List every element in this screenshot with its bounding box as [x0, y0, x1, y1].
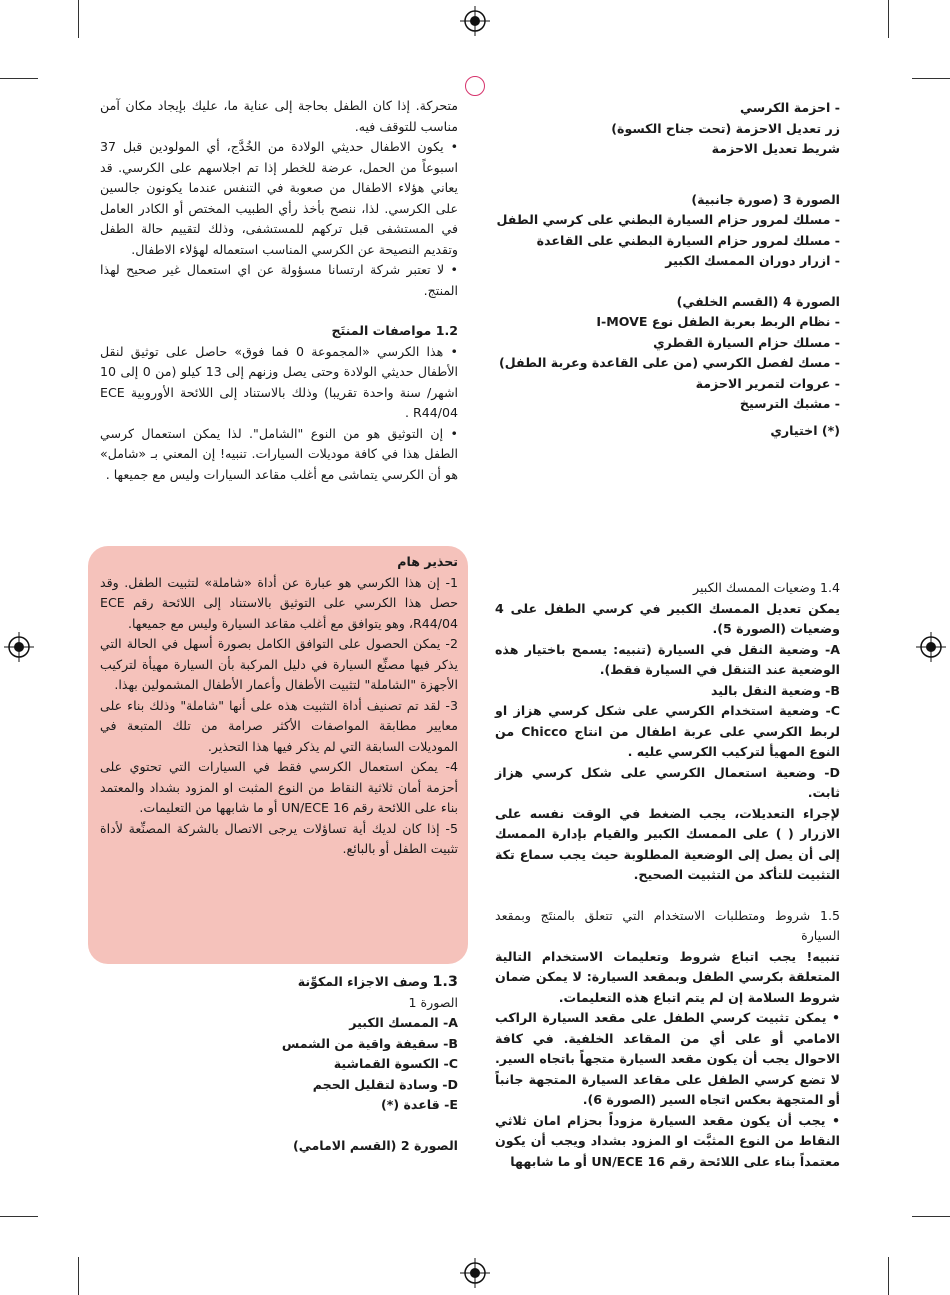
trim-mark — [0, 78, 38, 79]
registration-mark-right — [916, 632, 946, 662]
section-1-4-outro: لإجراء التعديلات، يجب الضغط في الوقت نفسه على الازرار ( ) على الممسك الكبير والقيام بإدارة الممسك إلى أن يصل إلى الوضعية المطلوبة حيث يجب سماع تكة التثبيت للتأكد من التثبيت الصحيح. — [495, 805, 840, 882]
section-1-4-item: C- وضعية استخدام الكرسي على شكل كرسي هزاز او لربط الكرسي على عربة اطفال من انتاج Chicco من النوع المهيأ لتركيب الكرسي عليه . — [495, 703, 841, 759]
trim-mark — [888, 1257, 889, 1295]
figure-3-item: - مسلك لمرور حزام السيارة البطني على كرسي الطفل — [496, 212, 840, 227]
figure-4-item: - مسك لفصل الكرسي (من على القاعدة وعربة الطفل) — [499, 355, 840, 370]
registration-mark-bottom — [460, 1258, 490, 1288]
figure-3-item: - ازرار دوران الممسك الكبير — [665, 253, 840, 268]
section-1-5-bullet: • يمكن تثبيت كرسي الطفل على مقعد السيارة الراكب الامامي أو على أي من المقاعد الخلفية. في كافة الاحوال يجب أن يكون مقعد السيارة متجهاً باتجاه السير. لا تضع كرسي الطفل على مقاعد السيارة المتجهة جانباً أو المتجهة بعكس اتجاه السير (الصورة 6). — [495, 1010, 840, 1107]
magenta-circle-mark — [465, 76, 485, 96]
figure-1-item: D- وسادة لتقليل الحجم — [312, 1076, 458, 1092]
section-1-4-item: B- وضعية النقل باليد — [711, 682, 840, 698]
warning-item: 2- يمكن الحصول على التوافق الكامل بصورة أسهل في الحالة التي يذكر فيها مصنِّع السيارة في دليل المركبة بأن السيارة مهيأة لتركيب الأجهزة "الشاملة" لتثبيت الأطفال وأعمار الأطفال المشمولين بهذا. — [100, 636, 458, 692]
section-1-4-item: A- وضعية النقل في السيارة (تنبيه: يسمح باختيار هذه الوضعية عند التنقل في السيارة فقط). — [495, 641, 840, 677]
figure-1-item: E- قاعدة (*) — [381, 1097, 458, 1112]
figure-4-item: - مسلك حزام السيارة القطري — [653, 334, 840, 350]
warning-item: 1- إن هذا الكرسي هو عبارة عن أداة «شاملة» لتثبيت الطفل. وقد حصل هذا الكرسي على التوثيق بالاستناد إلى اللائحة رقم ECE R44/04، وهو يتوافق مع أغلب مقاعد السيارة وليس مع جميعها. — [100, 574, 458, 631]
figure-4-item: - عروات لتمرير الاحزمة — [695, 375, 840, 391]
section-1-4-item: D- وضعية استعمال الكرسي على شكل كرسي هزاز ثابت. — [495, 764, 840, 800]
section-1-3-number: 1.3 — [432, 974, 458, 990]
trim-mark — [78, 0, 79, 38]
warning-content — [100, 552, 458, 860]
warning-title: تحذير هام — [397, 554, 458, 569]
section-1-5-title: 1.5 شروط ومتطلبات الاستخدام التي تتعلق بالمنتَج وبمقعد السيارة — [495, 907, 840, 943]
left-column-bottom — [100, 972, 458, 1156]
figure-3-title: الصورة 3 (صورة جانبية) — [691, 191, 840, 207]
figure-4-title: الصورة 4 (القسم الخلفي) — [676, 293, 840, 309]
warning-item: 4- يمكن استعمال الكرسي فقط في السيارات التي تحتوي على أحزمة أمان ثلاثية النقاط من النوع المثبت او المزود بشداد والمعتمد بناء على اللائحة رقم UN/ECE 16 أو ما شابهها من التعليمات. — [100, 759, 458, 815]
section-1-2-title: 1.2 مواصفات المنتَج — [331, 323, 458, 338]
figure-4-item: - مشبك الترسيخ — [739, 396, 840, 411]
trim-mark — [78, 1257, 79, 1295]
section-1-4-intro: يمكن تعديل الممسك الكبير في كرسي الطفل على 4 وضعيات (الصورة 5). — [495, 600, 840, 636]
left-column-top — [100, 96, 458, 485]
trim-mark — [888, 0, 889, 38]
right-column-bottom — [495, 578, 840, 1172]
figure-4-item: - نظام الربط بعربة الطفل نوع I-MOVE — [596, 314, 840, 329]
paragraph: متحركة. إذا كان الطفل بحاجة إلى عناية ما، عليك بإيجاد مكان آمن مناسب للتوقف فيه. — [100, 98, 458, 134]
section-1-5-bullet: • يجب أن يكون مقعد السيارة مزوداً بحزام امان ثلاثي النقاط من النوع المثبَّت او المزود بشداد ويجب أن يكون معتمداً بناء على اللائحة رقم UN/ECE 16 أو ما شابهها — [495, 1112, 840, 1169]
right-column-top — [495, 98, 840, 441]
paragraph: • هذا الكرسي «المجموعة 0 فما فوق» حاصل على توثيق لنقل الأطفال حديثي الولادة وحتى يصل وزنهم إلى 13 كيلو (من 0 إلى 10 اشهر/ سنة واحدة تقريبا) وذلك بالاستناد إلى اللائحة الأوروبية ECE R44/04 . — [100, 343, 458, 420]
trim-mark — [912, 78, 950, 79]
section-1-4-title: 1.4 وضعيات الممسك الكبير — [693, 580, 840, 595]
figure-1-title: الصورة 1 — [408, 994, 458, 1010]
figure-1-item: B- سقيفة واقية من الشمس — [281, 1035, 458, 1051]
section-1-5-warning: تنبيه! يجب اتباع شروط وتعليمات الاستخدام التالية المتعلقة بكرسي الطفل وبمقعد السيارة: لا يمكن ضمان شروط السلامة إن لم يتم اتباع هذه التعليمات. — [495, 948, 840, 1005]
warning-item: 5- إذا كان لديك أية تساؤلات يرجى الاتصال بالشركة المصنِّعة لأداة تثبيت الطفل أو بالبائع. — [100, 820, 458, 856]
section-1-3-heading — [100, 972, 458, 993]
trim-mark — [0, 1216, 38, 1217]
figure-3-item: - مسلك لمرور حزام السيارة البطني على القاعدة — [536, 232, 840, 248]
optional-note: (*) اختياري — [770, 422, 840, 438]
part-item: زر تعديل الاحزمة (تحت جناح الكسوة) — [611, 120, 840, 136]
part-item: - احزمة الكرسي — [740, 100, 840, 115]
paragraph: • إن التوثيق هو من النوع "الشامل". لذا يمكن استعمال كرسي الطفل هذا في كافة موديلات السيارات. تنبيه! إن المعني بـ «شامل» هو أن الكرسي يتماشى مع أغلب مقاعد السيارات وليس مع جميعها . — [100, 425, 458, 482]
part-item: شريط تعديل الاحزمة — [711, 141, 840, 156]
section-1-3-title: وصف الاجزاء المكوِّنة — [297, 974, 428, 989]
registration-mark-left — [4, 632, 34, 662]
paragraph: • لا تعتبر شركة ارتسانا مسؤولة عن اي استعمال غير صحيح لهذا المنتج. — [100, 262, 458, 298]
paragraph: • يكون الاطفال حديثي الولادة من الخُدَّج، أي المولودين قبل 37 اسبوعاً من الحمل، عرضة للخطر إذا تم اجلاسهم على الكرسي. قد يعاني هؤلاء الاطفال من صعوبة في التنفس عندما يكونون جالسين على الكرسي. لذا، ننصح بأخذ رأي الطبيب المختص أو الكادر العامل في المستشفى قبل تركهم للمستشفى، وذلك لتقييم حالة الطفل وتقديم النصيحة عن الكرسي المناسب استعماله لهؤلاء الاطفال. — [100, 139, 458, 257]
registration-mark-top — [460, 6, 490, 36]
trim-mark — [912, 1216, 950, 1217]
warning-item: 3- لقد تم تصنيف أداة التثبيت هذه على أنها "شاملة" وذلك بناء على معايير مطابقة المواصفات الأكثر صرامة من تلك المتبعة في الموديلات السابقة التي لم يذكر فيها هذا التحذير. — [100, 697, 458, 754]
figure-1-item: A- الممسك الكبير — [349, 1015, 458, 1030]
figure-2-title: الصورة 2 (القسم الامامي) — [292, 1137, 458, 1153]
figure-1-item: C- الكسوة القماشية — [333, 1056, 458, 1071]
